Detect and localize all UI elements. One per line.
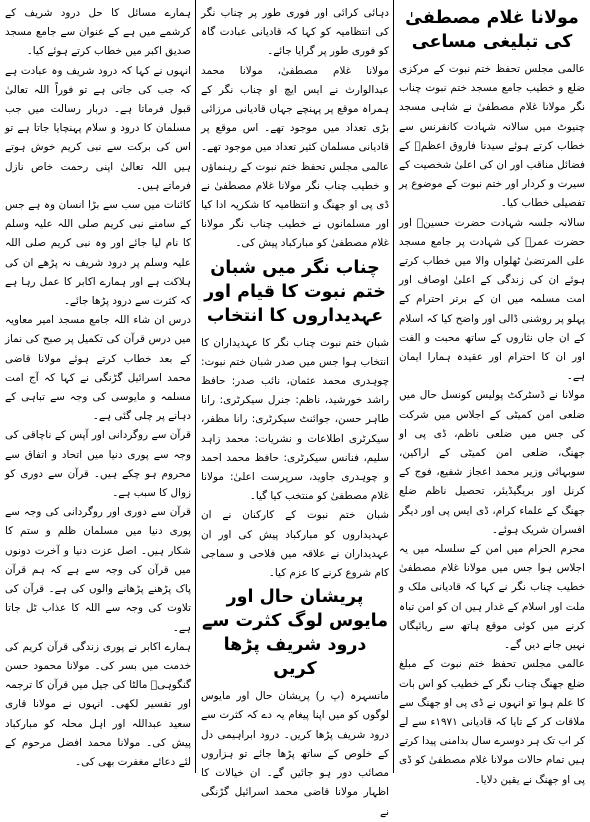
article-paragraph: مولانا غلام مصطفیٰ، مولانا محمد عبدالوارث نے ایس ایچ او چناب نگر کے ہمراہ موقع پر پہنچے جہاں قادیانی مرزائی بڑی تعداد میں موجود تھے۔ اس موقع پر قادیانی مسلمان کثیر تعداد میں موجود تھے۔ عالمی مجلس تحفظ ختم نبوت کے رہنماؤں و خطیب چناب نگر مولانا غلام مصطفیٰ نے ڈی پی او جھنگ و انتظامیہ کا شکریہ ادا کیا اور مسلمانوں نے خطیب چناب نگر مولانا غلام مصطفیٰ کو مبارکباد پیش کی۔ [201,64,389,250]
article-paragraph: دہائی کرائی اور فوری طور پر چناب نگر کی انتظامیہ کو کہا کہ قادیانی عبادت گاہ کو فوری طور پر گرایا جائے۔ [201,7,389,58]
article-paragraph: مولانا نے ڈسٹرکٹ پولیس کونسل حال میں ضلعی امن کمیٹی کے اجلاس میں شرکت کی جس میں ضلعی ناظم، ڈی پی او جھنگ، ضلعی امن کمیٹی کے اراکین، سوبہائی وزیر محمد اعجاز شفیع، فوج کے کرنل اور بریگیڈیئر، تحصیل ناظم ضلع جھنگ کے علماء کرام، ڈی ایس پی اور دیگر افسران شریک ہوئے۔ [399,389,585,536]
column-left [0,0,196,773]
article-paragraph: ہمارے اکابر نے پوری زندگی قرآن کریم کی خدمت میں بسر کی۔ مولانا محمود حسن گنگوہیؒ مالٹا کی جیل میں قرآن کا ترجمہ اور تفسیر لکھی۔ انہوں نے مولانا قاری سعید عبداللہ اور اہل محلہ کو مبارکباد پیش کی۔ مولانا محمد افضل مرحوم کے لئے دعائے مغفرت بھی کی۔ [5,640,191,768]
article-paragraph: شبان ختم نبوت کے کارکنان نے ان عہدیداروں کو مبارکباد پیش کی اور ان عہدیداران نے علاقہ میں فلاحی و سماجی کام شروع کرنے کا عزم کیا۔ [201,509,389,580]
article-paragraph: عالمی مجلس تحفظ ختم نبوت کے مبلغ ضلع جھنگ چناب نگر کے خطیب کو اس بات کا علم ہوا تو انہوں نے ڈی پی او جھنگ سے ملاقات کر کے تایا کہ قادیانی ۱۹۷۱ء سے لے کر اب تک ہر دوسرے سال بدامنی پیدا کرتے ہیں تمام حالات مولانا غلام مصطفیٰ کو ڈی پی او جھنگ نے یقین دلایا۔ [398,658,585,786]
article-paragraph: قرآن سے روگردانی اور آپس کے ناچاقی کی وجہ سے پوری دنیا میں اتحاد و اتفاق سے محروم ہو چکے ہیں۔ قرآن سے دوری کو زوال کا سبب ہے۔ [5,429,191,500]
article-paragraph: ہمارے مسائل کا حل درود شریف کے کرشمے میں ہے کے عنوان سے جامع مسجد صدیق اکبر میں خطاب کرتے ہوئے کیا۔ [5,7,191,58]
column-right [394,0,590,786]
article-paragraph: سالانہ جلسہ شہادت حضرت حسینؓ اور حضرت عمرؓ کی شہادت پر جامع مسجد علی المرتضیٰ ٹھلواں والا میں خطاب کرتے ہوئے ان کی زندگی کے اعلیٰ اوصاف اور امت مسلمہ میں ان کے برتر احترام کے پہلو پر روشنی ڈالی اور واضح کیا کہ اسلام کے ان جاں نثاروں کے ساتھ محبت و الفت اور ان کا احترام اور عقیدہ ہمارا ایمان ہے۔ [399,216,585,383]
article-paragraph: قرآن سے دوری اور روگردانی کی وجہ سے پوری دنیا میں مسلمان ظلم و ستم کا شکار ہیں۔ اصل عزت دنیا و آخرت دونوں میں قرآن کی وجہ سے ہے کہ ہم قرآن پاک پڑھنے پڑھانے والوں کی ہے۔ قرآن کی تلاوت کی وجہ سے اللہ کا عذاب ٹل جاتا ہے۔ [5,506,191,634]
article-paragraph: مانسہرہ (پ ر) پریشان حال اور مایوس لوگوں کو میں اپنا پیغام یہ دے کہ کثرت سے درود شریف پڑھا کریں۔ درود ابراہیمی دل کے خلوص کے ساتھ پڑھا جائے تو ہزاروں مصائب دور ہو جائیں گے۔ ان خیالات کا اظہار مولانا قاضی محمد اسرائیل گڑنگی نے [201,690,389,818]
article-paragraph: درس ان شاء اللہ جامع مسجد امیر معاویہ میں درس قرآن کی تکمیل پر صبح کی نماز کے بعد خطاب کرتے ہوئے مولانا قاضی محمد اسرائیل گڑنگی نے کہا کہ آج امت مسلمہ و مایوسی کی وجہ سے تباہی کے دہانے پر چلی گئی ہے۔ [5,314,191,423]
headline-durood-sharif: پریشان حال اور مایوس لوگ کثرت سے درود شریف پڑھا کریں [201,587,389,680]
column-middle [196,0,394,818]
headline-shabaan-khatm-e-nabuwwat: چناب نگر میں شبان ختم نبوت کا قیام اور عہدیداروں کا انتخاب [204,257,386,326]
article-paragraph: شبان ختم نبوت چناب نگر کا عہدیداران کا انتخاب ہوا جس میں صدر شبان ختم نبوت: چوہدری محمد عثمان، نائب صدر: حافظ راشد خورشید، ناظم: جنرل سیکرٹری: رانا طاہر حسن، جوائنٹ سیکرٹری: رانا مظفر، سیکرٹری اطلاعات و نشریات: محمد زاہد سلیم، فنانس سیکرٹری: حافظ محمد احمد و چوہدری جاوید، سرپرست اعلیٰ: مولانا غلام مصطفیٰ کو منتخب کیا گیا۔ [201,336,389,503]
article-paragraph: محرم الحرام میں امن کے سلسلہ میں یہ اجلاس ہوا جس میں مولانا غلام مصطفیٰ خطیب چناب نگر نے کہا کہ قادیانی ملک و ملت اور اسلام کے غدار ہیں ان کو امن تباہ کرنے میں کوئی موقع ہاتھ سے ریائیگاں نہیں جانے دیں گے۔ [399,543,585,652]
article-paragraph: کائنات میں سب سے بڑا انسان وہ ہے جس کے سامنے نبی کریم صلی اللہ علیہ وسلم کا نام لیا جائے اور وہ نبی کریم صلی اللہ علیہ وسلم پر درود شریف نہ پڑھے ان کی ہلاکت ہے اور ہمارے اکابر کا عمل رہا ہے کہ کثرت سے درود پڑھا جائے۔ [5,199,191,308]
article-paragraph: انہوں نے کہا کہ درود شریف وہ عبادت ہے کہ جب کی جاتی ہے تو فوراً اللہ تعالیٰ قبول فرماتا ہے۔ دربار رسالت میں جب مسلمان کا درود و سلام پہنچایا جاتا ہے تو اس کی برکت سے نبی کریم خوش ہوتے ہیں اللہ تعالیٰ اپنی رحمت خاص نازل فرماتے ہیں۔ [5,64,191,192]
article-paragraph: عالمی مجلس تحفظ ختم نبوت کے مرکزی ضلع و خطیب جامع مسجد ختم نبوت چناب نگر مولانا غلام مصطفیٰ نے شاہی مسجد چنیوٹ میں سالانہ شہادت کانفرنس سے خطاب کرتے ہوئے سیدنا فاروق اعظمؓ کے فضائل مناقب اور ان کی اعلیٰ شخصیت کے سیرت و کردار اور ختم نبوت کے موضوع پر تفصیلی خطاب کیا۔ [399,63,585,210]
headline-tablighi-masai: مولانا غلام مصطفیٰ کی تبلیغی مساعی [405,8,579,52]
